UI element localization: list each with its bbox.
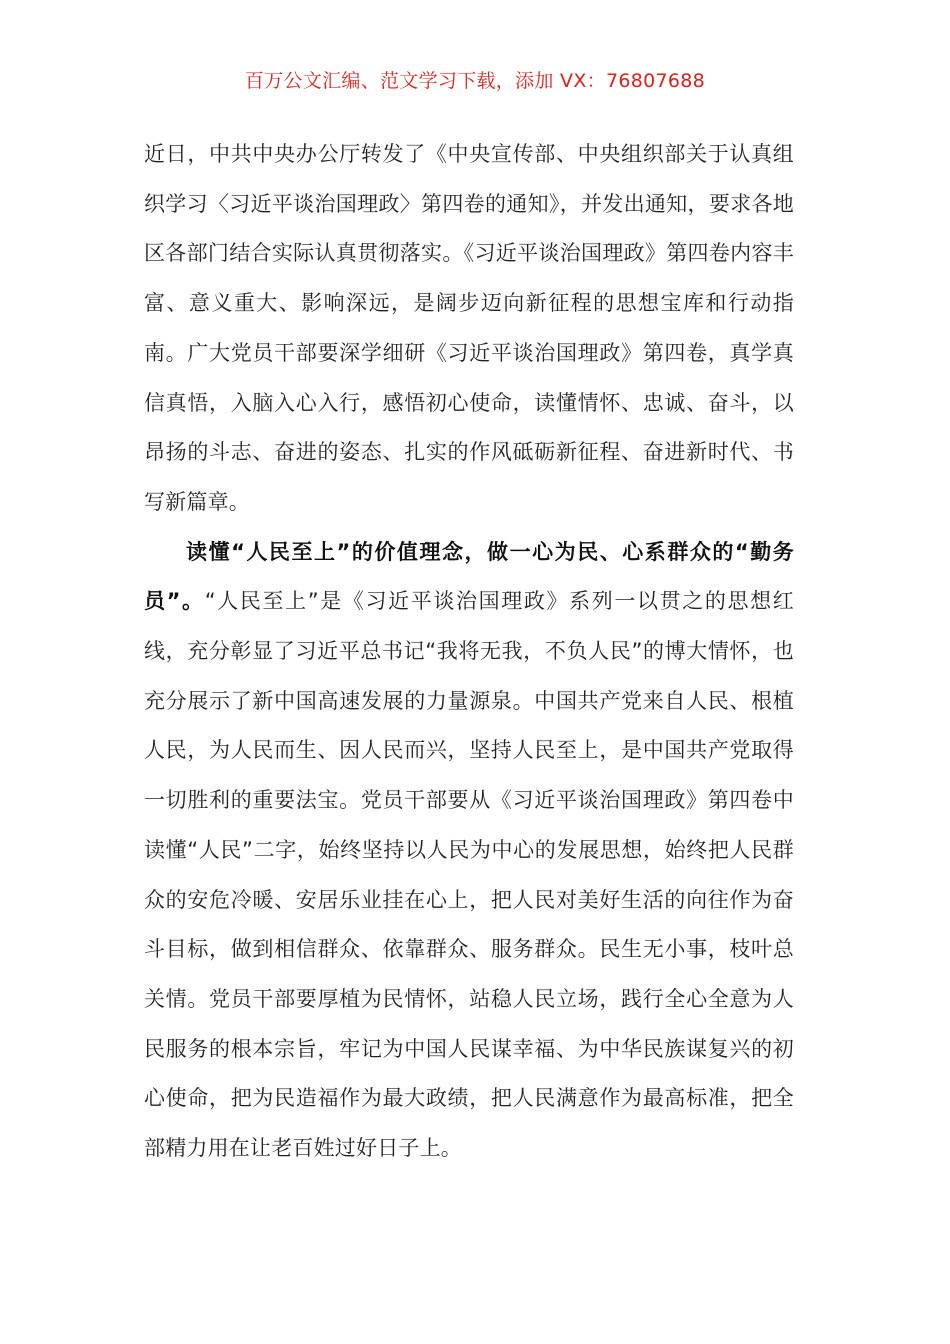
download-notice-header: 百万公文汇编、范文学习下载，添加 VX：76807688 xyxy=(244,70,706,92)
paragraph-people-first-text: “人民至上”是《习近平谈治国理政》系列一以贯之的思想红线，充分彰显了习近平总书记“我将无我，不负人民”的博大情怀，也充分展示了新中国高速发展的力量源泉。中国共产党来自人民、根植人民，为人民而生、因人民而兴，坚持人民至上，是中国共产党取得一切胜利的重要法宝。党员干部要从《习近平谈治国理政》第四卷中读懂“人民”二字，始终坚持以人民为中心的发展思想，始终把人民群众的安危冷暖、安居乐业挂在心上，把人民对美好生活的向往作为奋斗目标，做到相信群众、依靠群众、服务群众。民生无小事，枝叶总关情。党员干部要厚植为民情怀，站稳人民立场，践行全心全意为人民服务的根本宗旨，牢记为中国人民谋幸福、为中华民族谋复兴的初心使命，把为民造福作为最大政绩，把人民满意作为最高标准，把全部精力用在让老百姓过好日子上。 xyxy=(144,589,794,1161)
paragraph-intro-text: 近日，中共中央办公厅转发了《中央宣传部、中央组织部关于认真组织学习〈习近平谈治国理政〉第四卷的通知》，并发出通知，要求各地区各部门结合实际认真贯彻落实。《习近平谈治国理政》第四卷内容丰富、意义重大、影响深远，是阔步迈向新征程的思想宝库和行动指南。广大党员干部要深学细研《习近平谈治国理政》第四卷，真学真信真悟，入脑入心入行，感悟初心使命，读懂情怀、忠诚、奋斗，以昂扬的斗志、奋进的姿态、扎实的作风砥砺新征程、奋进新时代、书写新篇章。 xyxy=(144,142,794,514)
paragraph-people-first-heading: 读懂“人民至上”的价值理念，做一心为民、心系群众的“勤务员”。 xyxy=(144,539,794,614)
paragraph-people-first xyxy=(144,528,794,1174)
paragraph-intro xyxy=(144,130,794,528)
document-body xyxy=(144,130,794,1174)
